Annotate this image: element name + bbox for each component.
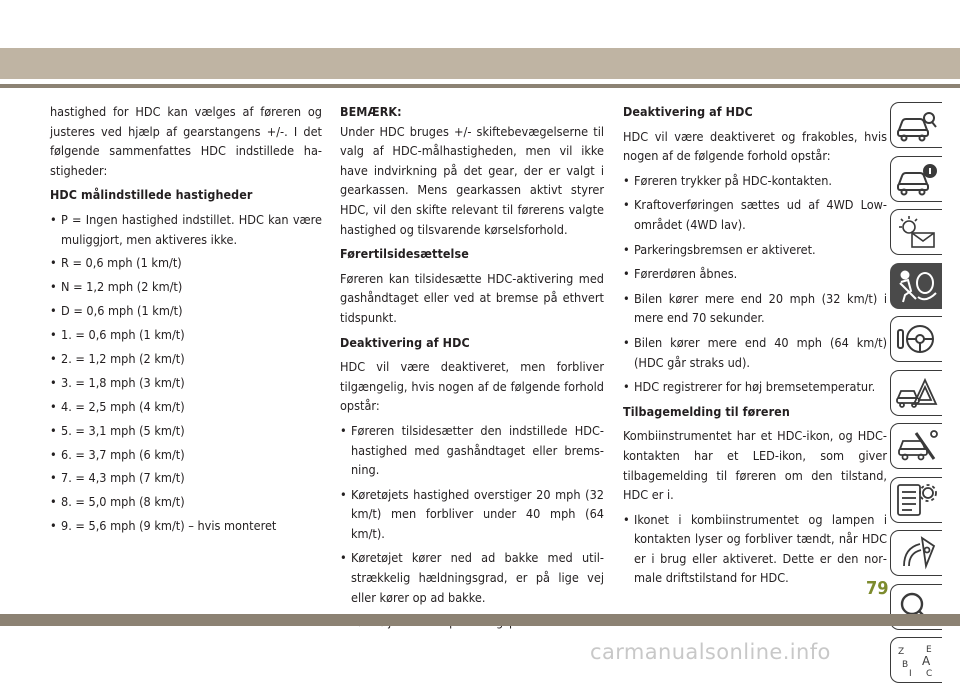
list-item: • Ikonet i kombiinstrumentet og lampen i kontakten lyser og forbliver tændt, når HDC er i brug eller aktiveret. Dette er den normale driftstilstand for HDC. <box>623 510 887 588</box>
header-rule <box>0 84 960 88</box>
tab-warning-lights[interactable] <box>890 209 942 255</box>
list-item: • Føreren trykker på HDC-kontakten. <box>623 171 887 191</box>
index-letter-c: C <box>926 669 933 677</box>
intro-paragraph: hastighed for HDC kan vælges af føreren og justeres ved hjælp af gearstangens +/-. I det følgende sammenfattes HDC indstillede hastigheder: <box>50 104 322 178</box>
paragraph: Kombiinstrumentet har et HDC-ikon, og HDC-kontakten har et LED-ikon, som giver tilbagemelding til føreren om den tilstand, HDC er i. <box>623 428 887 503</box>
tab-safety[interactable] <box>890 263 942 309</box>
section-heading: Deaktivering af HDC <box>340 334 470 350</box>
feedback-list <box>623 510 887 588</box>
column-1 <box>50 102 322 540</box>
list-item: • D = 0,6 mph (1 km/t) <box>50 301 322 321</box>
list-item: • Bilen kører mere end 20 mph (32 km/t) i mere end 70 sekunder. <box>623 289 887 328</box>
list-item: • Bilen kører mere end 40 mph (64 km/t) (HDC går straks ud). <box>623 333 887 372</box>
car-info-icon <box>896 162 938 196</box>
paragraph: HDC vil være deaktiveret og frakobles, hvis nogen af de følgende forhold opstår: <box>623 128 887 164</box>
list-item: • Kraftoverføringen sættes ud af 4WD Low-området (4WD lav). <box>623 195 887 234</box>
alphabet-index-icon <box>896 643 938 677</box>
index-letter-i: I <box>909 669 912 677</box>
tab-car-info[interactable] <box>890 156 942 202</box>
list-item: • HDC registrerer for høj bremsetemperatur. <box>623 377 887 397</box>
list-item: • Køretøjet kører ned ad bakke med utilstrækkelig hældningsgrad, er på lige vej eller kører op ad bakke. <box>340 548 604 607</box>
list-item: • Parkeringsbremsen er aktiveret. <box>623 240 887 260</box>
list-item: • 1. = 0,6 mph (1 km/t) <box>50 325 322 345</box>
tab-multimedia[interactable] <box>890 530 942 576</box>
paragraph: HDC vil være deaktiveret, men forbliver tilgængelig, hvis nogen af de følgende forhold opstår: <box>340 359 604 414</box>
section-heading: HDC målindstillede hastigheder <box>50 187 253 203</box>
footer-band <box>0 614 960 626</box>
service-list-gear-icon <box>896 483 938 517</box>
note-heading: BEMÆRK: <box>340 104 402 119</box>
radio-nav-icon <box>896 536 938 570</box>
section-heading: Deaktivering af HDC <box>623 104 753 119</box>
index-letter-b: B <box>902 660 909 670</box>
car-magnifier-icon <box>896 108 938 142</box>
list-item: • 9. = 5,6 mph (9 km/t) – hvis monteret <box>50 516 322 536</box>
condition-list <box>340 421 604 632</box>
list-item: • 3. = 1,8 mph (3 km/t) <box>50 373 322 393</box>
list-item: • 4. = 2,5 mph (4 km/t) <box>50 397 322 417</box>
index-letter-a: A <box>922 654 931 668</box>
tab-servicing[interactable] <box>890 423 942 469</box>
list-item: • 2. = 1,2 mph (2 km/t) <box>50 349 322 369</box>
column-2 <box>340 102 604 637</box>
seatbelt-airbag-icon <box>896 269 938 303</box>
index-letter-e: E <box>926 645 932 655</box>
list-item: • Førerdøren åbnes. <box>623 264 887 284</box>
page-number: 79 <box>866 578 889 599</box>
tab-starting-driving[interactable] <box>890 316 942 362</box>
list-item: • Køretøjets hastighed overstiger 20 mph (32 km/t) men forbliver under 40 mph (64 km/t). <box>340 485 604 544</box>
warning-light-mail-icon <box>896 215 938 249</box>
steering-wheel-icon <box>896 322 938 356</box>
watermark: carmanualsonline.info <box>590 640 831 664</box>
section-heading: Førertilsidesættelse <box>340 246 469 262</box>
list-item: • R = 0,6 mph (1 km/t) <box>50 253 322 273</box>
list-item: • N = 1,2 mph (2 km/t) <box>50 277 322 297</box>
paragraph: Føreren kan tilsidesætte HDC-aktivering med gashåndtaget eller ved at bremse på ethvert tidspunkt. <box>340 270 604 325</box>
list-item: • 7. = 4,3 mph (7 km/t) <box>50 468 322 488</box>
condition-list <box>623 171 887 397</box>
chapter-tabs <box>890 102 942 691</box>
list-item: • 5. = 3,1 mph (5 km/t) <box>50 421 322 441</box>
header-band <box>0 48 960 79</box>
tab-car-magnifier[interactable] <box>890 102 942 148</box>
speed-list <box>50 210 322 536</box>
list-item: • 8. = 5,0 mph (8 km/t) <box>50 492 322 512</box>
tab-technical[interactable] <box>890 477 942 523</box>
list-item: • 6. = 3,7 mph (6 km/t) <box>50 445 322 465</box>
column-3 <box>623 102 887 593</box>
section-heading: Tilbagemelding til føreren <box>623 403 790 419</box>
hazard-triangle-car-icon <box>896 376 938 410</box>
car-wrench-icon <box>896 429 938 463</box>
list-item: • P = Ingen hastighed indstillet. HDC kan være muliggjort, men aktiveres ikke. <box>50 210 322 249</box>
note-paragraph: Under HDC bruges +/- skiftebevægelserne til valg af HDC-målhastigheden, men vil ikke have indvirkning på det gear, der er valgt i gearkassen. Mens gearkassen aktivt styrer HDC, vil den skifte relevant til førerens valgte hastighed og tilsvarende kørselsforhold. <box>340 123 604 237</box>
list-item: • Føreren tilsidesætter den indstillede HDC-hastighed med gashåndtaget eller bremsning. <box>340 421 604 480</box>
tab-emergency[interactable] <box>890 370 942 416</box>
index-letter-z: Z <box>898 647 905 657</box>
tab-index[interactable] <box>890 637 942 683</box>
